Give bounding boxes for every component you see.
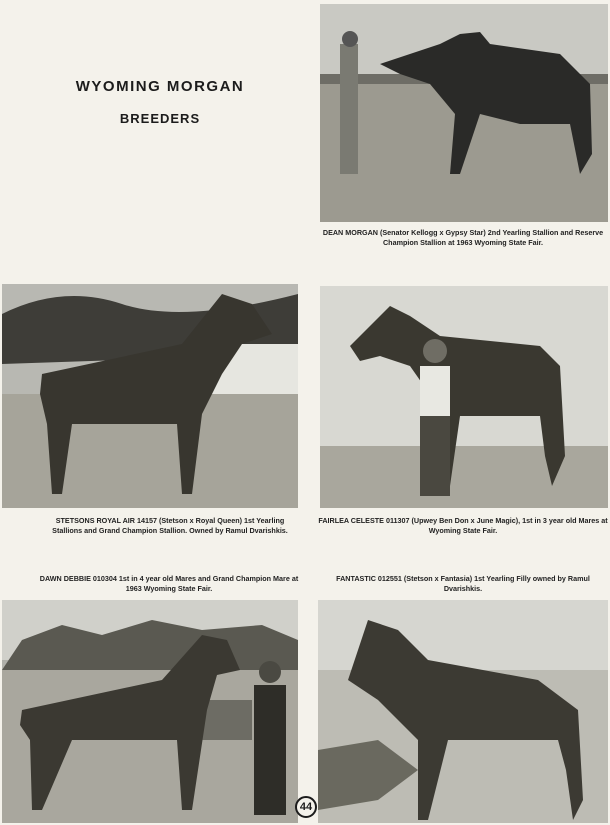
horse-photo-icon <box>2 284 298 508</box>
caption-dean-morgan: DEAN MORGAN (Senator Kellogg x Gypsy Star) 2nd Yearling Stallion and Reserve Champion Stallion at 1963 Wyoming State Fair. <box>322 228 604 247</box>
page-title: WYOMING MORGAN <box>75 78 245 95</box>
caption-fantastic: FANTASTIC 012551 (Stetson x Fantasia) 1st Yearling Filly owned by Ramul Dvarishkis. <box>336 574 590 593</box>
page-subtitle: BREEDERS <box>119 111 201 126</box>
photo-fantastic <box>318 600 608 823</box>
page-number: 44 <box>295 796 317 818</box>
photo-stetsons-royal-air <box>2 284 298 508</box>
photo-dean-morgan <box>320 4 608 222</box>
photo-dawn-debbie <box>2 600 298 823</box>
photo-fairlea-celeste <box>320 286 608 508</box>
caption-dawn-debbie: DAWN DEBBIE 010304 1st in 4 year old Mares and Grand Champion Mare at 1963 Wyoming State Fair. <box>39 574 299 593</box>
horse-photo-icon <box>320 4 608 222</box>
horse-photo-icon <box>2 600 298 823</box>
horse-photo-icon <box>318 600 608 823</box>
caption-fairlea-celeste: FAIRLEA CELESTE 011307 (Upwey Ben Don x June Magic), 1st in 3 year old Mares at Wyoming State Fair. <box>318 516 608 535</box>
title-block <box>40 78 280 126</box>
caption-stetsons-royal-air: STETSONS ROYAL AIR 14157 (Stetson x Royal Queen) 1st Yearling Stallions and Grand Champion Stallion. Owned by Ramul Dvarishkis. <box>52 516 288 535</box>
horse-photo-icon <box>320 286 608 508</box>
